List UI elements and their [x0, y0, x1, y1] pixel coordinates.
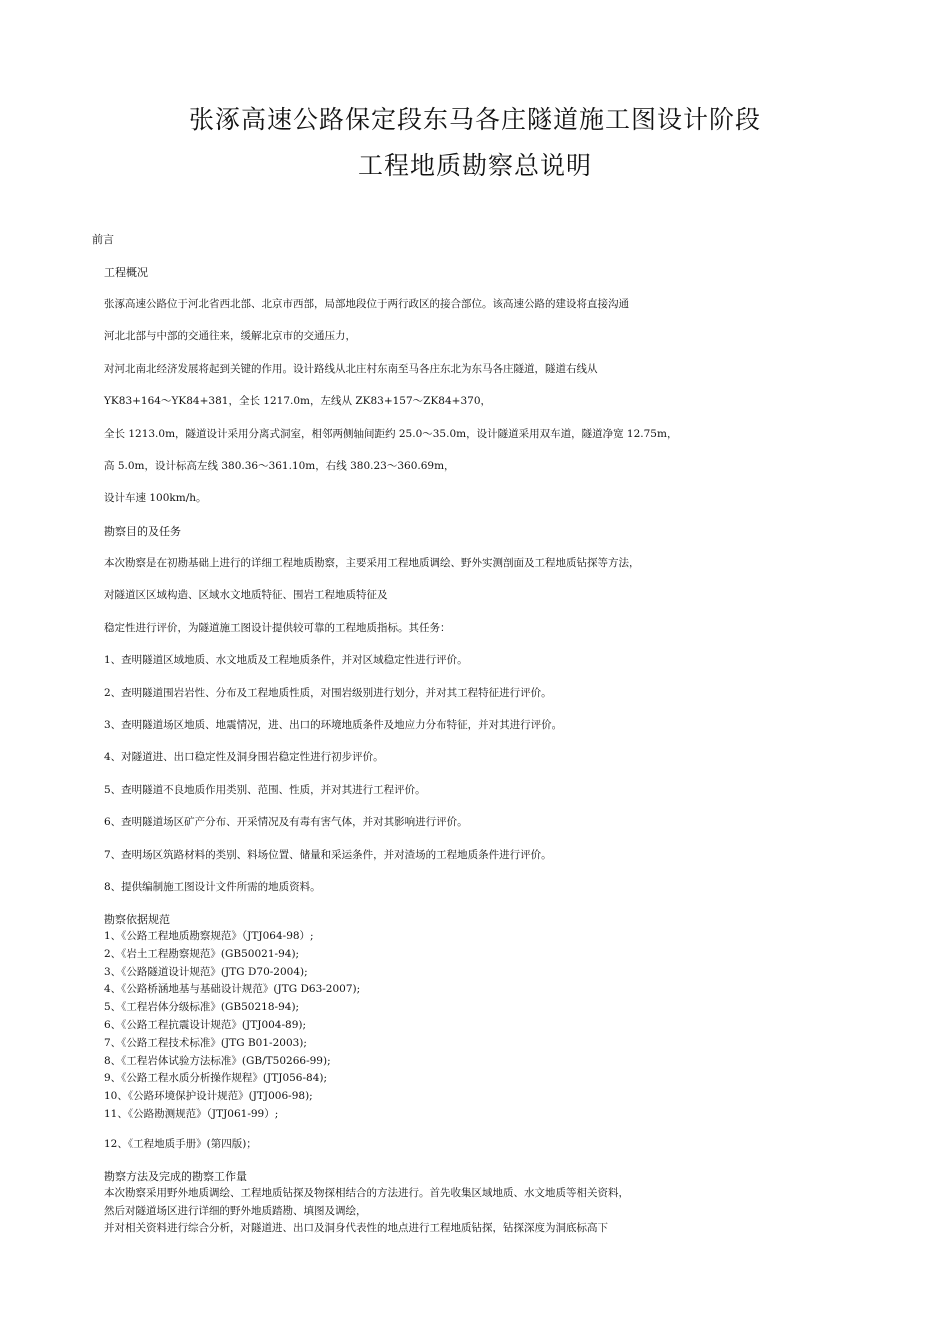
document-subtitle: 工程地质勘察总说明 — [357, 151, 592, 180]
standard-item: 2、《岩土工程勘察规范》(GB50021-94); — [104, 947, 300, 960]
methods-paragraph-line: 本次勘察采用野外地质调绘、工程地质钻探及物探相结合的方法进行。首先收集区域地质、水文地质等相关资料， — [104, 1187, 629, 1199]
overview-paragraph-line: 对河北南北经济发展将起到关键的作用。设计路线从北庄村东南至马各庄东北为东马各庄隧道，隧道右线从 — [104, 363, 598, 375]
overview-paragraph-line: 全长 1213.0m，隧道设计采用分离式洞室，相邻两侧轴间距约 25.0～35.0m，设计隧道采用双车道，隧道净宽 12.75m， — [104, 428, 678, 440]
task-item: 3、查明隧道场区地质、地震情况，进、出口的环境地质条件及地应力分布特征，并对其进行评价。 — [104, 719, 563, 731]
overview-paragraph-line: YK83+164～YK84+381，全长 1217.0m，左线从 ZK83+157～ZK84+370， — [104, 395, 492, 407]
purpose-paragraph-line: 本次勘察是在初勘基础上进行的详细工程地质勘察，主要采用工程地质调绘、野外实测剖面及工程地质钻探等方法， — [104, 557, 640, 569]
standard-item: 12、《工程地质手册》(第四版)； — [104, 1138, 257, 1150]
overview-paragraph-line: 张涿高速公路位于河北省西北部、北京市西部，局部地段位于两行政区的接合部位。该高速公路的建设将直接沟通 — [104, 298, 629, 310]
task-item: 5、查明隧道不良地质作用类别、范围、性质，并对其进行工程评价。 — [104, 784, 426, 796]
purpose-paragraph-line: 对隧道区区域构造、区域水文地质特征、围岩工程地质特征及 — [104, 589, 388, 601]
standard-item: 4、《公路桥涵地基与基础设计规范》(JTG D63-2007); — [104, 983, 361, 996]
standard-item: 1、《公路工程地质勘察规范》（JTJ064-98）; — [104, 930, 314, 942]
preface-heading: 前言 — [92, 233, 114, 246]
task-item: 7、查明场区筑路材料的类别、料场位置、储量和采运条件，并对渣场的工程地质条件进行评价。 — [104, 849, 552, 861]
purpose-paragraph-line: 稳定性进行评价，为隧道施工图设计提供较可靠的工程地质指标。其任务： — [104, 622, 451, 634]
document-title: 张涿高速公路保定段东马各庄隧道施工图设计阶段 — [188, 105, 761, 134]
standards-list — [104, 928, 360, 1124]
standard-item: 8、《工程岩体试验方法标准》(GB/T50266-99); — [104, 1054, 331, 1067]
methods-paragraph-line: 然后对隧道场区进行详细的野外地质踏勘、填图及调绘， — [104, 1204, 367, 1217]
task-item: 8、提供编制施工图设计文件所需的地质资料。 — [104, 881, 321, 893]
standard-item: 11、《公路勘测规范》（JTJ061-99）; — [104, 1107, 279, 1120]
standard-item: 7、《公路工程技术标准》(JTG B01-2003); — [104, 1036, 307, 1049]
methods-paragraph — [104, 1185, 629, 1238]
overview-paragraph-line: 高 5.0m，设计标高左线 380.36～361.10m，右线 380.23～360.69m， — [104, 460, 455, 472]
purpose-heading: 勘察目的及任务 — [104, 525, 181, 538]
task-item: 2、查明隧道围岩岩性、分布及工程地质性质，对围岩级别进行划分，并对其工程特征进行评价。 — [104, 687, 552, 699]
methods-paragraph-line: 并对相关资料进行综合分析，对隧道进、出口及洞身代表性的地点进行工程地质钻探，钻探深度为洞底标高下 — [104, 1222, 608, 1234]
task-item: 6、查明隧道场区矿产分布、开采情况及有毒有害气体，并对其影响进行评价。 — [104, 816, 468, 828]
task-item: 4、对隧道进、出口稳定性及洞身围岩稳定性进行初步评价。 — [104, 751, 384, 763]
standard-item: 6、《公路工程抗震设计规范》(JTJ004-89); — [104, 1018, 307, 1031]
overview-paragraph-line: 河北北部与中部的交通往来，缓解北京市的交通压力， — [104, 330, 356, 342]
standard-item: 3、《公路隧道设计规范》(JTG D70-2004); — [104, 965, 308, 978]
methods-heading: 勘察方法及完成的勘察工作量 — [104, 1170, 247, 1183]
standard-item: 10、《公路环境保护设计规范》(JTJ006-98); — [104, 1090, 313, 1103]
overview-paragraph-line: 设计车速 100km/h。 — [104, 492, 207, 504]
standard-item: 9、《公路工程水质分析操作规程》(JTJ056-84); — [104, 1072, 328, 1085]
standard-item: 5、《工程岩体分级标准》(GB50218-94); — [104, 1001, 300, 1014]
standards-heading: 勘察依据规范 — [104, 913, 170, 926]
task-item: 1、查明隧道区域地质、水文地质及工程地质条件，并对区域稳定性进行评价。 — [104, 654, 468, 666]
overview-heading: 工程概况 — [104, 266, 148, 279]
